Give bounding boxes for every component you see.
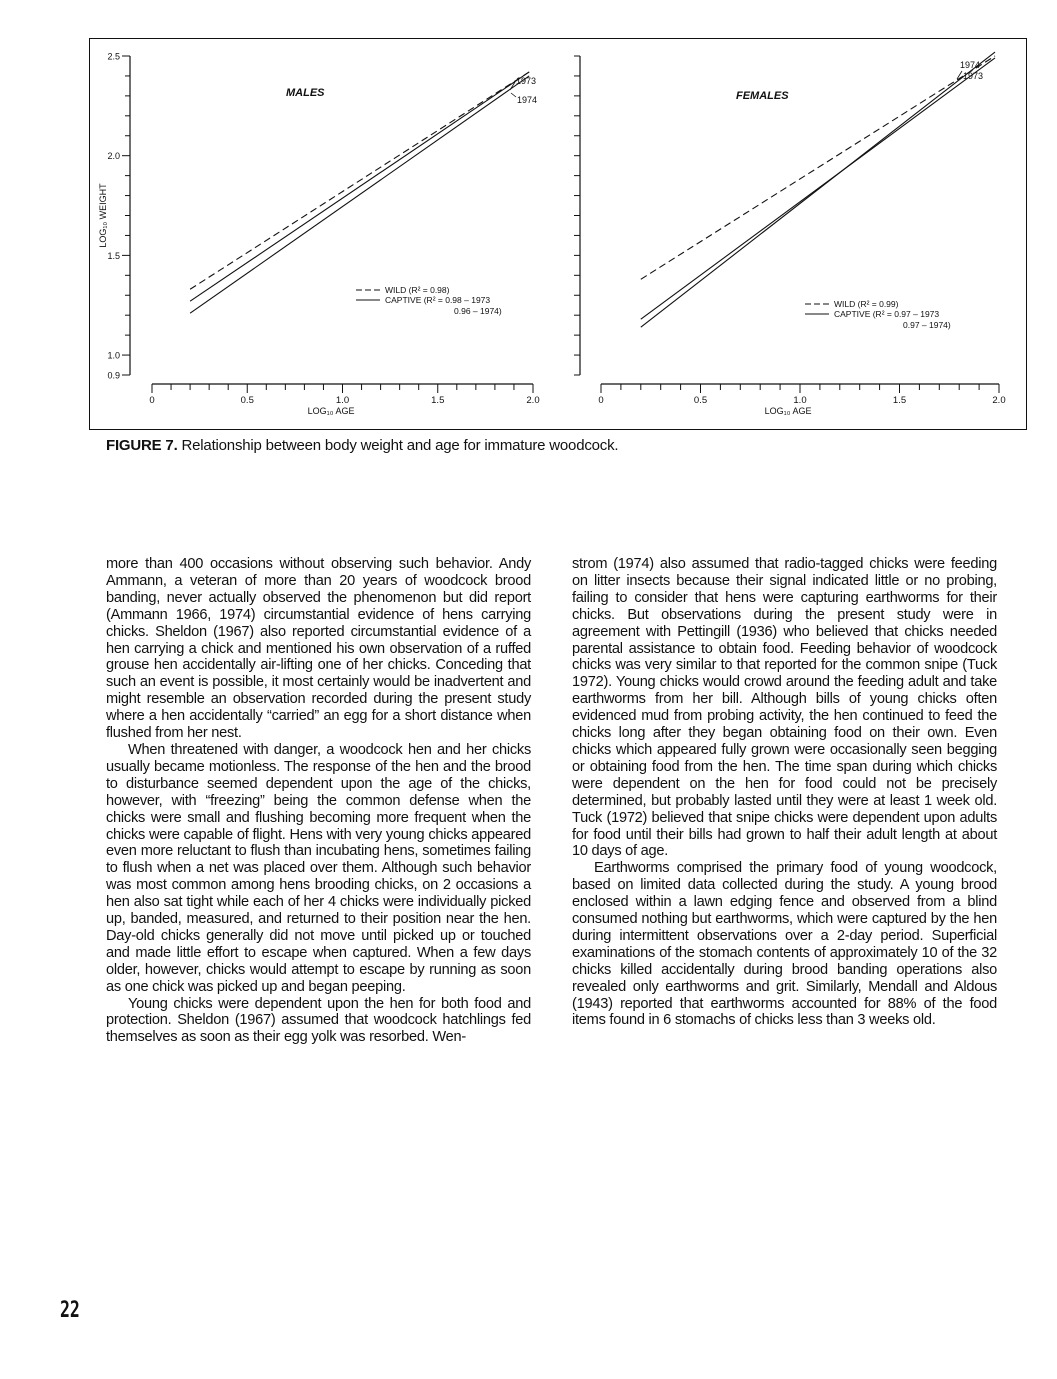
series-line-captive-1973	[641, 58, 995, 319]
x-tick-label: 1.5	[892, 395, 907, 406]
figure-caption	[106, 437, 618, 454]
series-line-captive-1974	[641, 52, 995, 327]
paragraph: strom (1974) also assumed that radio-tagged chicks were feeding on litter insects because their signal indicated little or no probing, failing to consider that hens were capturing earthworms for their chicks. But observations during the present study were in agreement with Pettingill (1936) who believed that chicks needed parental assistance to obtain food. Feeding behavior of woodcock chicks was very similar to that reported for the common snipe (Tuck 1972). Young chicks would crowd around the feeding adult and take earthworms from her bill. Although bills of young chicks often evidenced mud from probing activity, the hen continued to feed the chicks long after they began obtaining food on their own. Even chicks which appeared fully grown were occasionally seen begging or obtaining food from the hen. The time span during which chicks were dependent on the hen for food could not be precisely determined, but probably lasted until they were at least 1 week old. Tuck (1972) believed that snipe chicks were dependent upon adults for food until their bills had grown to half their adult length at about 10 days of age.	[572, 556, 997, 860]
series-year-label: 1973	[516, 76, 537, 86]
page-number: 22	[60, 1298, 80, 1323]
legend-entry-captive: CAPTIVE (R² = 0.97 – 1973	[834, 309, 940, 319]
x-tick-label: 0.5	[240, 395, 254, 406]
x-tick-label: 2.0	[992, 395, 1006, 406]
figure-caption-text: Relationship between body weight and age for immature woodcock.	[177, 437, 619, 454]
x-axis-label: LOG₁₀ AGE	[307, 406, 355, 416]
y-tick-label: 1.0	[107, 350, 120, 361]
panel-title: FEMALES	[736, 90, 789, 102]
x-axis-label: LOG₁₀ AGE	[764, 406, 812, 416]
series-line-captive-1974	[190, 76, 529, 313]
paragraph: Earthworms comprised the primary food of young woodcock, based on limited data collected during the study. A young brood enclosed within a lawn edging fence and observed from a blind consumed nothing but earthworms, which were captured by the hen during intermittent observations over a 2-day period. Superficial examinations of the stomach contents of approximately 10 of the 32 chicks killed accidentally during brood banding operations also revealed only earthworms and grit. Similarly, Mendall and Aldous (1943) reported that earthworms accounted for 88% of the food items found in 6 stomachs of chicks less than 3 weeks old.	[572, 860, 997, 1029]
x-tick-label: 2.0	[526, 395, 540, 406]
text-column-right	[572, 556, 997, 1029]
series-year-label: 1973	[963, 71, 984, 81]
text-column-left	[106, 556, 531, 1046]
series-year-label: 1974	[960, 60, 981, 70]
y-tick-label: 2.0	[107, 151, 120, 162]
panel-title: MALES	[286, 87, 325, 99]
x-tick-label: 0.5	[693, 395, 708, 406]
x-tick-label: 0	[598, 395, 604, 406]
paragraph: more than 400 occasions without observing such behavior. Andy Ammann, a veteran of more than 20 years of woodcock brood banding, never actually observed the phenomenon but did report (Ammann 1966, 1974) circumstantial evidence of hens carrying chicks. Sheldon (1967) also reported circumstantial evidence of a hen carrying a chick and mentioned his own observation of a ruffed grouse hen accidentally air-lifting one of her chicks. Conceding that such an event is possible, it most certainly would be inadvertent and might resemble an observation recorded during the present study where a hen accidentally “carried” an egg for a short distance when flushed from her nest.	[106, 556, 531, 742]
legend-entry-wild: WILD (R² = 0.99)	[834, 299, 899, 309]
label-leader	[511, 93, 516, 97]
figure-7-chart	[0, 0, 1057, 440]
paragraph: When threatened with danger, a woodcock hen and her chicks usually became motionless. The response of the hen and the brood to disturbance seemed dependent upon the age of the chicks, however, with “freezing” being the common defense when the chicks were small and flushing becoming more frequent when the chicks were capable of flight. Hens with very young chicks appeared even more reluctant to flush than incubating hens, sometimes failing to flush when a net was placed over them. Although such behavior was most common among hens brooding chicks, on 2 occasions a hen also sat tight while each of her 4 chicks were individually picked up, banded, measured, and returned to their position near the hen. Day-old chicks generally did not move until picked up or touched and made little effort to escape when captured. When a few days older, however, chicks would attempt to escape by running as soon as one chick was picked up and began peeping.	[106, 741, 531, 995]
figure-caption-label: FIGURE 7.	[106, 437, 178, 454]
series-year-label: 1974	[517, 95, 538, 105]
y-tick-label: 1.5	[107, 250, 120, 261]
legend-entry-captive: CAPTIVE (R² = 0.98 – 1973	[385, 295, 491, 305]
y-axis-label: LOG₁₀ WEIGHT	[98, 183, 108, 248]
legend-entry-captive-cont: 0.96 – 1974)	[454, 306, 502, 316]
paragraph: Young chicks were dependent upon the hen for both food and protection. Sheldon (1967) assumed that woodcock hatchlings fed themselves as soon as their egg yolk was resorbed. Wen-	[106, 995, 531, 1046]
x-tick-label: 1.0	[335, 395, 350, 406]
x-tick-label: 0	[149, 395, 155, 406]
series-line-wild	[641, 56, 995, 279]
y-tick-label: 2.5	[107, 51, 120, 62]
x-tick-label: 1.5	[431, 395, 445, 406]
y-tick-label: 0.9	[107, 370, 120, 381]
legend-entry-wild: WILD (R² = 0.98)	[385, 285, 450, 295]
x-tick-label: 1.0	[793, 395, 807, 406]
series-line-wild	[190, 72, 529, 289]
legend-entry-captive-cont: 0.97 – 1974)	[903, 320, 951, 330]
series-line-captive-1973	[190, 72, 529, 301]
